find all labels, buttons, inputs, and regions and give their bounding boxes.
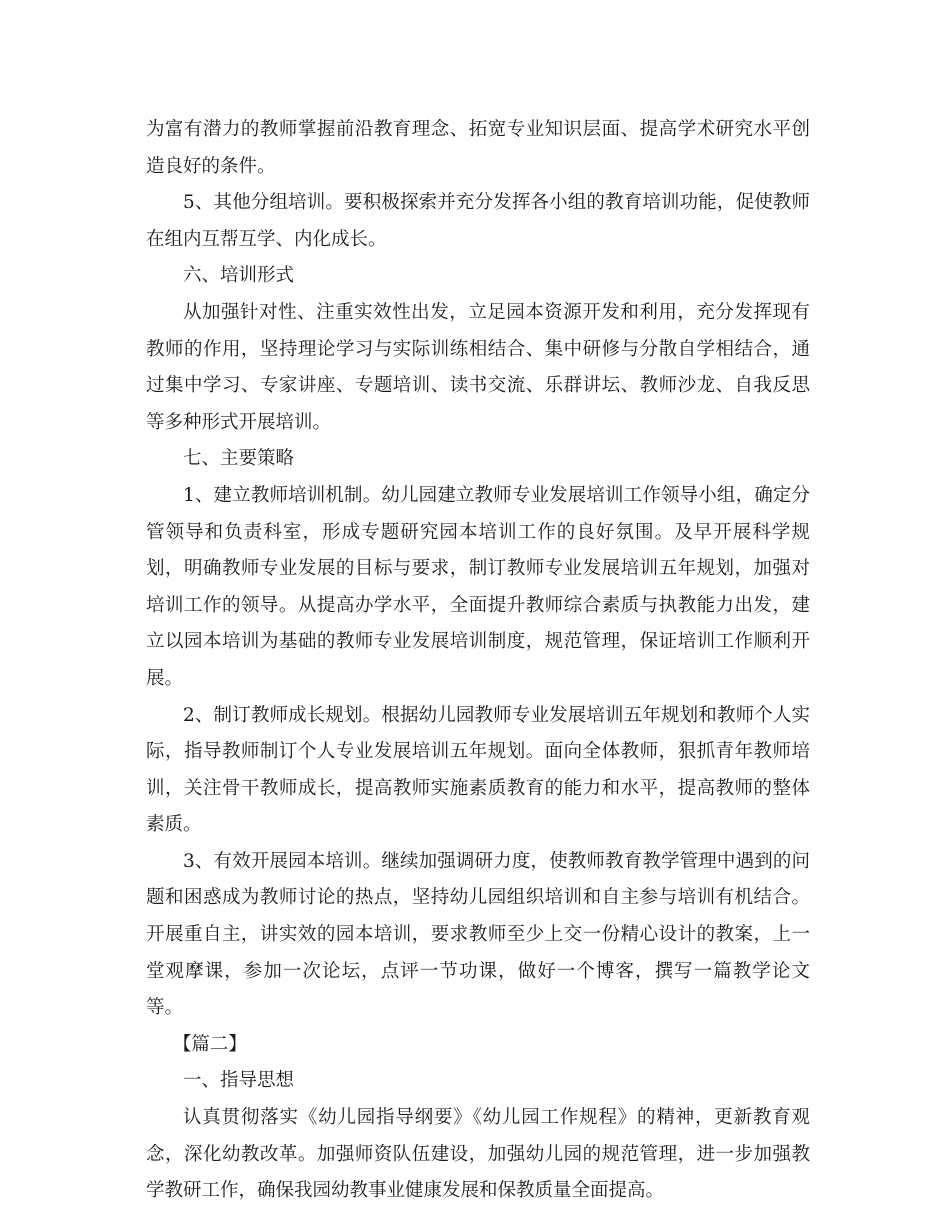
section-heading-1: 一、指导思想: [183, 1070, 295, 1092]
paragraph-strategy-3: 3、有效开展园本培训。继续加强调研力度，使教师教育教学管理中遇到的问题和困惑成为教师讨论的热点，坚持幼儿园组织培训和自主参与培训有机结合。开展重自主，讲实效的园本培训，要求教师至少上交一份精心设计的教案，上一堂观摩课，参加一次论坛，点评一节功课，做好一个博客，撰写一篇教学论文等。: [146, 850, 810, 1019]
paragraph-strategy-1: 1、建立教师培训机制。幼儿园建立教师专业发展培训工作领导小组，确定分管领导和负责科室，形成专题研究园本培训工作的良好氛围。及早开展科学规划，明确教师专业发展的目标与要求，制订教师专业发展培训五年规划，加强对培训工作的领导。从提高办学水平，全面提升教师综合素质与执教能力出发，建立以园本培训为基础的教师专业发展培训制度，规范管理，保证培训工作顺利开展。: [146, 484, 810, 689]
part-heading: 【篇二】: [172, 1033, 247, 1055]
paragraph-strategy-2: 2、制订教师成长规划。根据幼儿园教师专业发展培训五年规划和教师个人实际，指导教师制订个人专业发展培训五年规划。面向全体教师，狠抓青年教师培训，关注骨干教师成长，提高教师实施素质教育的能力和水平，提高教师的整体素质。: [146, 704, 810, 836]
section-heading-6: 六、培训形式: [183, 265, 295, 287]
paragraph-training-forms: 从加强针对性、注重实效性出发，立足园本资源开发和利用，充分发挥现有教师的作用，坚持理论学习与实际训练相结合、集中研修与分散自学相结合，通过集中学习、专家讲座、专题培训、读书交流、乐群讲坛、教师沙龙、自我反思等多种形式开展培训。: [146, 301, 810, 433]
paragraph-item-5: 5、其他分组培训。要积极探索并充分发挥各小组的教育培训功能，促使教师在组内互帮互学、内化成长。: [146, 192, 810, 250]
paragraph-continued: 为富有潜力的教师掌握前沿教育理念、拓宽专业知识层面、提高学术研究水平创造良好的条件。: [146, 119, 810, 177]
paragraph-guiding-ideology: 认真贯彻落实《幼儿园指导纲要》《幼儿园工作规程》的精神，更新教育观念，深化幼教改革。加强师资队伍建设，加强幼儿园的规范管理，进一步加强教学教研工作，确保我园幼教事业健康发展和保教质量全面提高。: [146, 1107, 810, 1202]
document-body: [146, 112, 810, 1210]
section-heading-7: 七、主要策略: [183, 448, 295, 470]
